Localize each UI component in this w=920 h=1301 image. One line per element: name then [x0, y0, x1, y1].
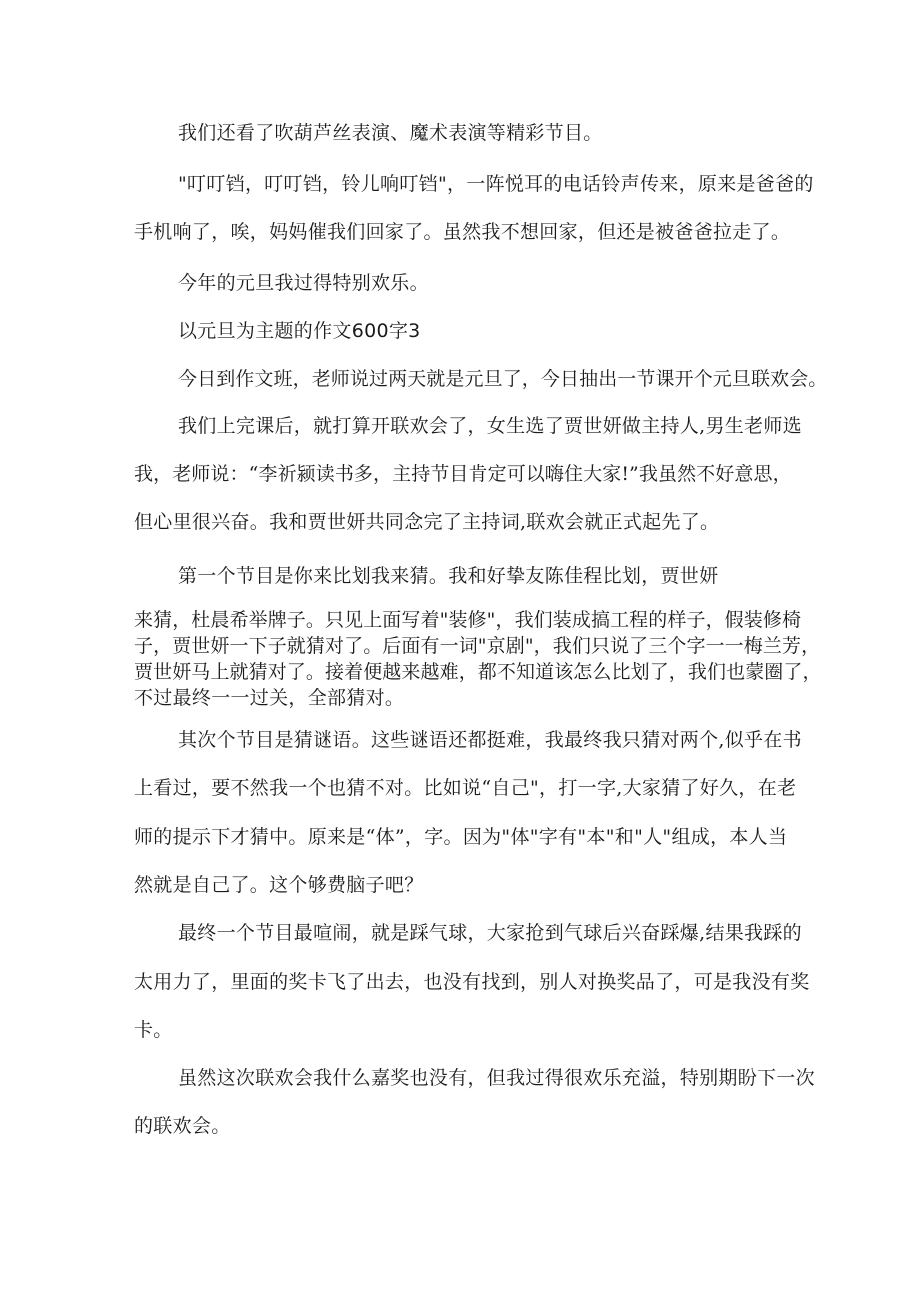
section-subtitle: 以元旦为主题的作文600字3	[178, 320, 421, 342]
paragraph-line-8: 我，老师说：“李祈颍读书多，主持节目肯定可以嗨住大家!”我虽然不好意思，	[134, 463, 792, 485]
paragraph-line-15: 其次个节目是猜谜语。这些谜语还都挺难，我最终我只猜对两个,似乎在书	[178, 729, 802, 751]
paragraph-line-13: 贾世妍马上就猜对了。接着便越来越难，都不知道该怎么比划了，我们也蒙圈了，	[134, 661, 822, 683]
paragraph-line-17: 师的提示下才猜中。原来是“体”，字。因为"体"字有"本"和"人"组成，本人当	[134, 826, 788, 848]
paragraph-line-19: 最终一个节目最喧闹，就是踩气球，大家抢到气球后兴奋踩爆,结果我踩的	[178, 922, 802, 944]
paragraph-line-20: 太用力了，里面的奖卡飞了出去，也没有找到，别人对换奖品了，可是我没有奖	[134, 971, 810, 993]
paragraph-line-16: 上看过，要不然我一个也猜不对。比如说“自己"，打一字,大家猜了好久，在老	[134, 777, 797, 799]
paragraph-line-22: 虽然这次联欢会我什么嘉奖也没有，但我过得很欢乐充溢，特别期盼下一次	[178, 1067, 815, 1089]
paragraph-line-12: 子，贾世妍一下子就猜对了。后面有一词"京剧"，我们只说了三个字一一梅兰芳，	[134, 635, 821, 657]
paragraph-line-2: "叮叮铛，叮叮铛，铃儿响叮铛"，一阵悦耳的电话铃声传来，原来是爸爸的	[178, 173, 814, 195]
paragraph-line-6: 今日到作文班，老师说过两天就是元旦了，今日抽出一节课开个元旦联欢会。	[178, 368, 828, 390]
paragraph-line-9: 但心里很兴奋。我和贾世妍共同念完了主持词,联欢会就正式起先了。	[134, 511, 720, 533]
paragraph-line-21: 卡。	[134, 1019, 173, 1041]
paragraph-line-18: 然就是自己了。这个够费脑子吧？	[134, 874, 424, 896]
paragraph-line-23: 的联欢会。	[134, 1115, 231, 1137]
paragraph-line-3: 手机响了，唉，妈妈催我们回家了。虽然我不想回家，但还是被爸爸拉走了。	[134, 221, 791, 243]
paragraph-line-10: 第一个节目是你来比划我来猜。我和好挚友陈佳程比划，贾世妍	[178, 565, 719, 587]
paragraph-line-11: 来猜，杜晨希举牌子。只见上面写着"装修"，我们装成搞工程的样子，假装修椅	[134, 609, 802, 631]
paragraph-line-4: 今年的元旦我过得特别欢乐。	[178, 272, 429, 294]
paragraph-line-7: 我们上完课后，就打算开联欢会了，女生选了贾世妍做主持人,男生老师选	[178, 415, 802, 437]
paragraph-line-14: 不过最终一一过关，全部猜对。	[134, 687, 405, 709]
paragraph-line-1: 我们还看了吹葫芦丝表演、魔术表演等精彩节目。	[178, 122, 603, 144]
